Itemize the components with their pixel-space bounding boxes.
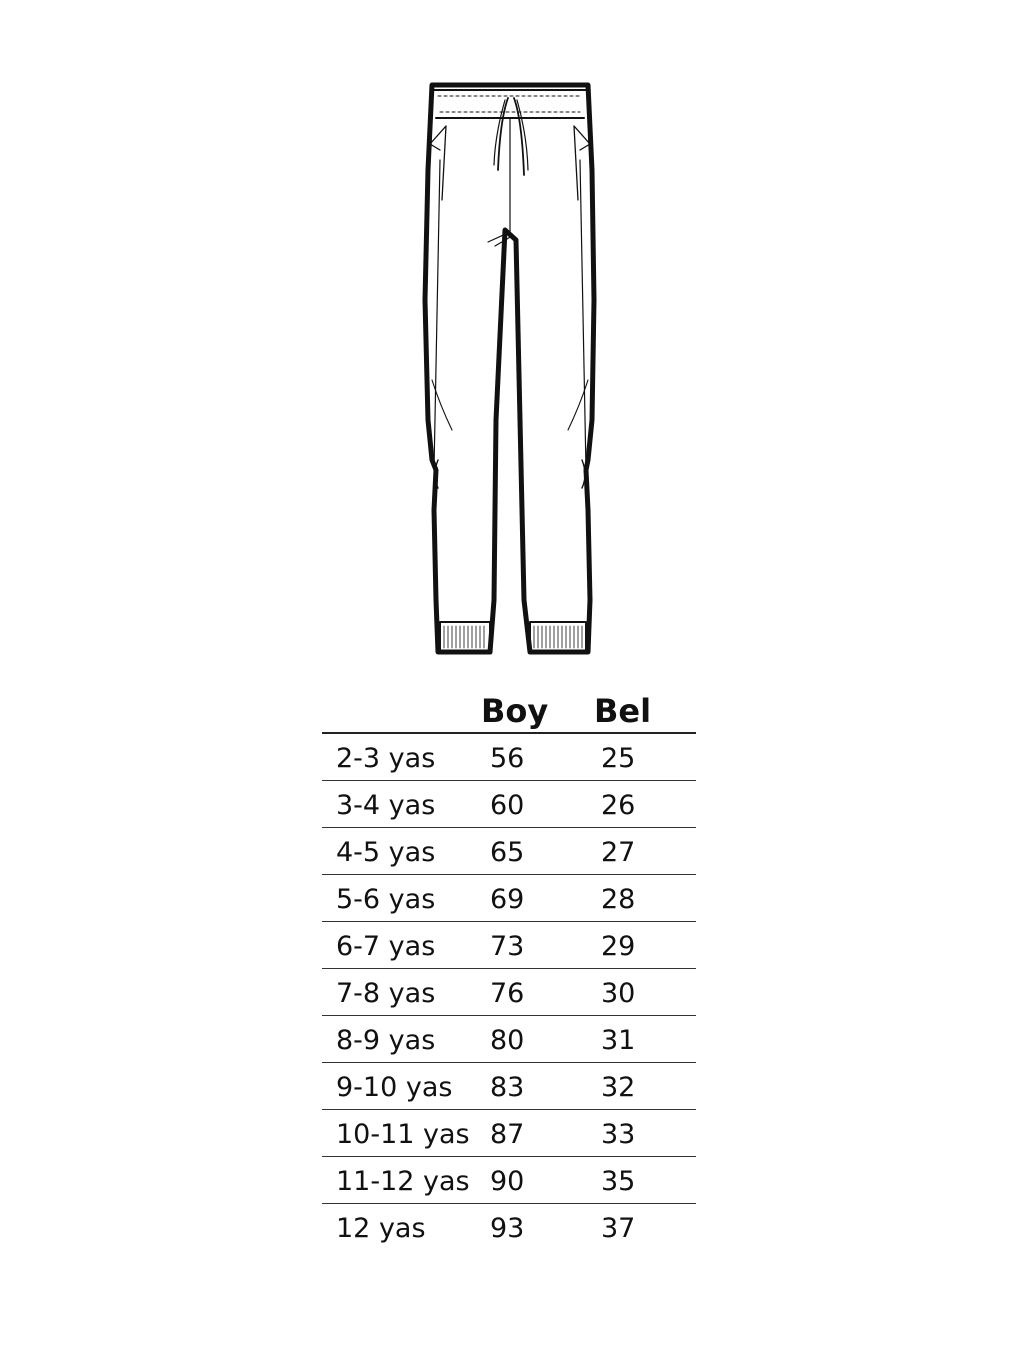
boy-cell: 83 (490, 1072, 525, 1103)
bel-cell: 28 (601, 884, 636, 915)
boy-cell: 87 (490, 1119, 525, 1150)
header-boy: Boy (481, 692, 549, 730)
boy-cell: 76 (490, 978, 525, 1009)
boy-cell: 60 (490, 790, 525, 821)
size-cell: 4-5 yas (336, 837, 436, 868)
bel-cell: 31 (601, 1025, 636, 1056)
table-row (322, 781, 696, 828)
boy-cell: 65 (490, 837, 525, 868)
boy-cell: 69 (490, 884, 525, 915)
size-cell: 8-9 yas (336, 1025, 436, 1056)
bel-cell: 26 (601, 790, 636, 821)
size-cell: 2-3 yas (336, 743, 436, 774)
size-cell: 3-4 yas (336, 790, 436, 821)
size-cell: 10-11 yas (336, 1119, 470, 1150)
bel-cell: 33 (601, 1119, 636, 1150)
cuff-left (440, 622, 490, 652)
table-row (322, 1016, 696, 1063)
table-row (322, 1110, 696, 1157)
table-row (322, 1157, 696, 1204)
bel-cell: 30 (601, 978, 636, 1009)
boy-cell: 90 (490, 1166, 525, 1197)
bel-cell: 37 (601, 1213, 636, 1244)
size-cell: 11-12 yas (336, 1166, 470, 1197)
table-row (322, 828, 696, 875)
table-row (322, 1204, 696, 1250)
size-cell: 5-6 yas (336, 884, 436, 915)
boy-cell: 93 (490, 1213, 525, 1244)
bel-cell: 29 (601, 931, 636, 962)
pocket-right (574, 126, 590, 200)
size-cell: 9-10 yas (336, 1072, 453, 1103)
boy-cell: 56 (490, 743, 525, 774)
header-bel: Bel (594, 692, 652, 730)
bel-cell: 35 (601, 1166, 636, 1197)
size-chart-table (322, 690, 696, 1250)
bel-cell: 25 (601, 743, 636, 774)
size-cell: 7-8 yas (336, 978, 436, 1009)
size-cell: 12 yas (336, 1213, 426, 1244)
bel-cell: 32 (601, 1072, 636, 1103)
table-row (322, 1063, 696, 1110)
table-row (322, 734, 696, 781)
table-row (322, 875, 696, 922)
size-cell: 6-7 yas (336, 931, 436, 962)
table-header (322, 690, 696, 734)
bel-cell: 27 (601, 837, 636, 868)
table-row (322, 969, 696, 1016)
boy-cell: 73 (490, 931, 525, 962)
boy-cell: 80 (490, 1025, 525, 1056)
waistband (434, 90, 586, 118)
pocket-left (430, 126, 446, 200)
table-row (322, 922, 696, 969)
